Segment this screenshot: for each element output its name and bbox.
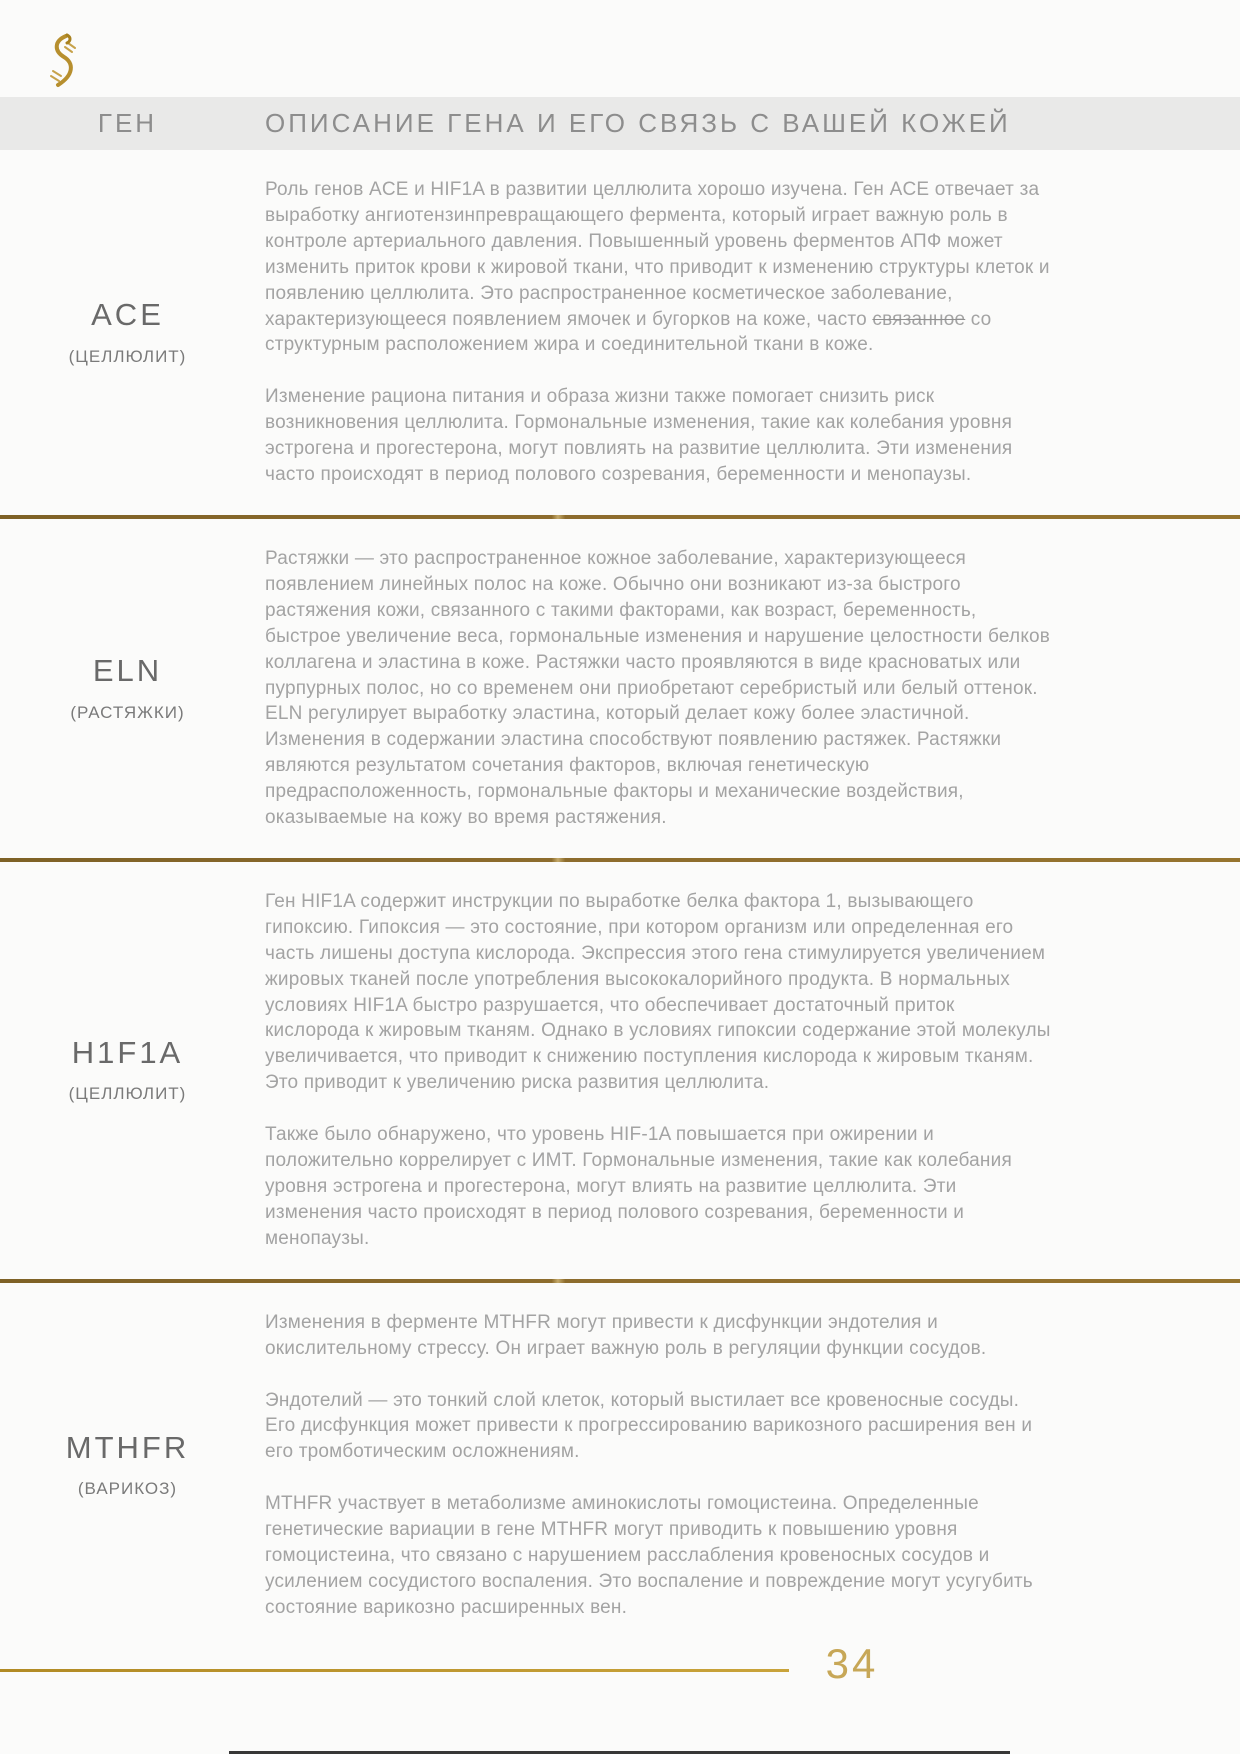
paragraph: Роль генов ACE и HIF1A в развитии целлюлита хорошо изучена. Ген ACE отвечает за выработку ангиотензинпревращающего фермента, который играет важную роль в контроле артериального давления. Повышенный уровень ферментов АПФ может изменить приток крови к жировой ткани, что приводит к изменению структуры клеток и появлению целлюлита. Это распространенное косметическое заболевание, характеризующееся появлением ямочек и бугорков на коже, часто связанное со структурным расположением жира и соединительной ткани в коже.	[265, 179, 1050, 356]
table-header	[0, 97, 1240, 150]
gene-cell-ace	[0, 150, 255, 515]
gene-description-h1f1a	[255, 862, 1240, 1279]
paragraph: Растяжки — это распространенное кожное заболевание, характеризующееся появлением линейных полос на коже. Обычно они возникают из-за быстрого растяжения кожи, связанного с такими факторами, как возраст, беременность, быстрое увеличение веса, гормональные изменения и нарушение целостности белков коллагена и эластина в коже. Растяжки часто проявляются в виде красноватых или пурпурных полос, но со временем они приобретают серебристый или белый оттенок. ELN регулирует выработку эластина, который делает кожу более эластичной. Изменения в содержании эластина способствуют появлению растяжек. Растяжки являются результатом сочетания факторов, включая генетическую предрасположенность, гормональные факторы и механические воздействия, оказываемые на кожу во время растяжения.	[265, 547, 1051, 829]
table-row-ace	[0, 150, 1240, 519]
gene-description-ace	[255, 150, 1240, 515]
gene-name: ELN	[92, 653, 163, 689]
table-row-mthfr	[0, 1283, 1240, 1648]
paragraph: Также было обнаружено, что уровень HIF-1A повышается при ожирении и положительно коррелирует с ИМТ. Гормональные изменения, такие как колебания уровня эстрогена и прогестерона, могут влиять на развитие целлюлита. Эти изменения часто происходят в период полового созревания, беременности и менопаузы.	[265, 1124, 1012, 1249]
table-row-eln	[0, 519, 1240, 862]
paragraph: Эндотелий — это тонкий слой клеток, который выстилает все кровеносные сосуды. Его дисфункция может привести к прогрессированию варикозного расширения вен и его тромботическим осложнениям.	[265, 1389, 1033, 1463]
gene-description-mthfr	[255, 1283, 1240, 1648]
paragraph: Изменения в ферменте MTHFR могут привести к дисфункции эндотелия и окислительному стрессу. Он играет важную роль в регуляции функции сосудов.	[265, 1311, 987, 1359]
gene-trait: (ЦЕЛЛЮЛИТ)	[68, 346, 187, 366]
gene-cell-eln	[0, 519, 255, 858]
dna-logo-icon	[44, 33, 80, 89]
gene-trait: (ЦЕЛЛЮЛИТ)	[68, 1084, 187, 1104]
header-gene-column: ГЕН	[97, 108, 158, 138]
table-row-h1f1a	[0, 862, 1240, 1283]
header-description-column: ОПИСАНИЕ ГЕНА И ЕГО СВЯЗЬ С ВАШЕЙ КОЖЕЙ	[265, 108, 1011, 138]
paragraph: MTHFR участвует в метаболизме аминокислоты гомоцистеина. Определенные генетические вариации в гене MTHFR могут приводить к повышению уровня гомоцистеина, что связано с нарушением расслабления кровеносных сосудов и усилением сосудистого воспаления. Это воспаление и повреждение могут усугубить состояние варикозно расширенных вен.	[265, 1493, 1033, 1618]
gene-name: H1F1A	[71, 1035, 184, 1071]
gene-cell-h1f1a	[0, 862, 255, 1279]
struck-word: связанное	[872, 308, 966, 330]
gene-trait: (РАСТЯЖКИ)	[70, 702, 185, 722]
footer-gold-rule	[0, 1669, 789, 1672]
paragraph: Ген HIF1A содержит инструкции по выработке белка фактора 1, вызывающего гипоксию. Гипоксия — это состояние, при котором организм или определенная его часть лишены доступа кислорода. Экспрессия этого гена стимулируется увеличением жировых тканей после употребления высококалорийного продукта. В нормальных условиях HIF1A быстро разрушается, что обеспечивает достаточный приток кислорода к жировым тканям. Однако в условиях гипоксии содержание этой молекулы увеличивается, что приводит к снижению поступления кислорода к жировым тканям. Это приводит к увеличению риска развития целлюлита.	[265, 890, 1051, 1094]
gene-description-eln	[255, 519, 1240, 858]
gene-table	[0, 150, 1240, 1648]
gene-cell-mthfr	[0, 1283, 255, 1648]
gene-trait: (ВАРИКОЗ)	[77, 1479, 178, 1499]
paragraph: Изменение рациона питания и образа жизни также помогает снизить риск возникновения целлюлита. Гормональные изменения, такие как колебания уровня эстрогена и прогестерона, могут повлиять на развитие целлюлита. Эти изменения часто происходят в период полового созревания, беременности и менопаузы.	[265, 386, 1013, 486]
page-number: 34	[825, 1640, 879, 1687]
gene-name: MTHFR	[65, 1430, 190, 1466]
gene-name: ACE	[91, 297, 164, 333]
